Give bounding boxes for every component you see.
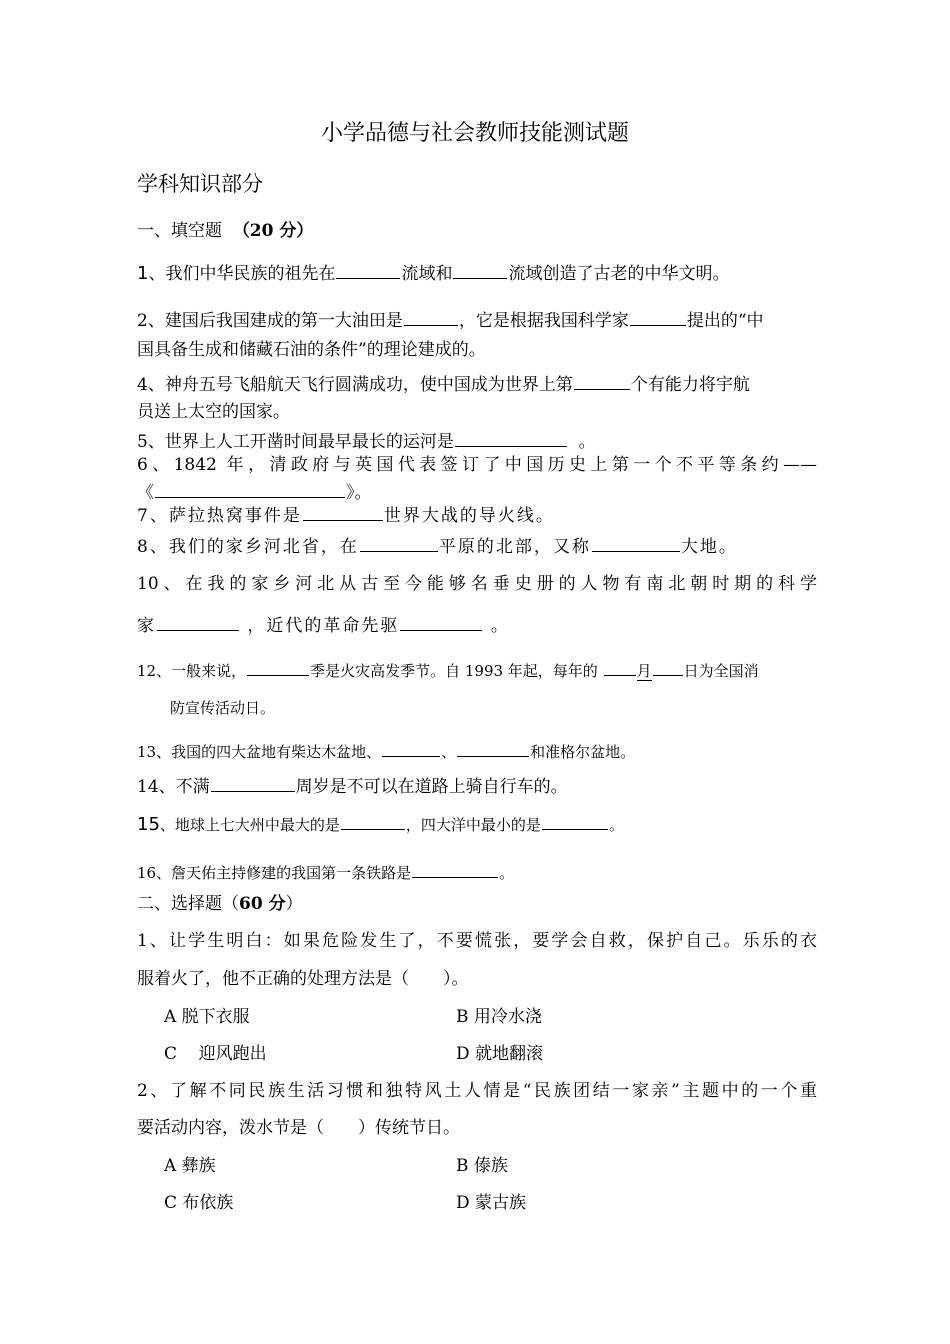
q12-text-b: 季是火灾高发季节。自 1993 年起，每年的 <box>310 662 598 680</box>
q1-blank-2[interactable] <box>453 260 507 279</box>
q15-number: 15 <box>137 814 160 835</box>
mc-question-2-line-1: 2、了解不同民族生活习惯和独特风土人情是“民族团结一家亲”主题中的一个重 <box>137 1081 817 1101</box>
q12-text-a: 12、一般来说， <box>137 662 247 680</box>
q7-text-a: 7、萨拉热窝事件是 <box>137 506 302 526</box>
part2-heading-text: 二、选择题（ <box>137 894 239 914</box>
question-6-line-2 <box>137 479 817 504</box>
q5-text-b: 。 <box>578 432 596 452</box>
q15-blank-1[interactable] <box>341 811 405 830</box>
q12-text-month: 月 <box>636 662 652 680</box>
q2-blank-2[interactable] <box>630 307 686 326</box>
q10-text-b: ，近代的革命先驱 <box>247 616 400 636</box>
q2-blank-1[interactable] <box>404 307 458 326</box>
part1-score: （20 分） <box>232 221 314 241</box>
question-16 <box>137 859 817 884</box>
q7-text-b: 世界大战的导火线。 <box>383 506 555 526</box>
section-heading: 学科知识部分 <box>137 172 263 196</box>
q4-text-a: 4、神舟五号飞船航天飞行圆满成功，使中国成为世界上第 <box>137 375 573 395</box>
q1-text-c: 流域创造了古老的中华文明。 <box>508 264 730 284</box>
q5-text-a: 5、世界上人工开凿时间最早最长的运河是 <box>137 432 454 452</box>
mc-q2-option-c[interactable]: C 布依族 <box>164 1193 234 1213</box>
q13-text-a: 13、我国的四大盆地有柴达木盆地、 <box>137 743 382 761</box>
mc-question-1-line-1: 1、让学生明白：如果危险发生了，不要慌张，要学会自救，保护自己。乐乐的衣 <box>137 931 817 951</box>
question-14 <box>137 773 817 798</box>
q15-text-c: 。 <box>608 816 624 834</box>
q13-text-b: 、 <box>441 743 457 761</box>
q12-blank-2[interactable] <box>604 657 636 676</box>
mc-question-1-line-2: 服着火了，他不正确的处理方法是（ ）。 <box>137 969 469 989</box>
q14-text-b: 周岁是不可以在道路上骑自行车的。 <box>295 777 568 797</box>
q8-text-a: 8、我们的家乡河北省，在 <box>137 537 359 557</box>
q2-text-a: 2、建国后我国建成的第一大油田是 <box>137 311 403 331</box>
q4-text-b: 个有能力将宇航 <box>630 375 750 395</box>
question-13 <box>137 738 817 763</box>
q1-number: 1 <box>137 263 149 284</box>
question-12-line-1 <box>137 657 817 682</box>
mc-q1-option-b[interactable]: B 用冷水浇 <box>456 1007 542 1027</box>
q13-blank-1[interactable] <box>382 738 440 757</box>
part1-heading <box>137 220 817 242</box>
question-2-line-2: 国具备生成和储藏石油的条件”的理论建成的。 <box>137 340 486 360</box>
q5-blank-1[interactable] <box>455 428 567 447</box>
q13-text-c: 和准格尔盆地。 <box>530 743 636 761</box>
part1-heading-text: 一、填空题 <box>137 221 222 241</box>
q12-blank-3[interactable] <box>653 657 683 676</box>
q6-blank-1[interactable] <box>155 479 345 498</box>
mc-q2-option-a[interactable]: A 彝族 <box>164 1156 216 1176</box>
question-15 <box>137 811 817 836</box>
part2-heading-close: ） <box>285 894 303 914</box>
q10-text-c: 。 <box>490 616 510 636</box>
part2-heading <box>137 893 817 915</box>
q15-text-b: ，四大洋中最小的是 <box>405 816 541 834</box>
question-2-line-1 <box>137 307 817 332</box>
q1-blank-1[interactable] <box>336 260 400 279</box>
question-4-line-1 <box>137 371 817 396</box>
q2-text-b: ，它是根据我国科学家 <box>458 311 629 331</box>
part2-score: 60 分 <box>239 894 286 914</box>
mc-q2-option-d[interactable]: D 蒙古族 <box>456 1193 527 1213</box>
q8-text-c: 大地。 <box>680 537 738 557</box>
q6-text-a: 《 <box>137 483 154 503</box>
q8-blank-2[interactable] <box>592 533 680 552</box>
document-title: 小学品德与社会教师技能测试题 <box>320 121 629 146</box>
q1-text-b: 流域和 <box>401 264 453 284</box>
q1-text-a: 、我们中华民族的祖先在 <box>148 264 336 284</box>
mc-q2-option-b[interactable]: B 傣族 <box>456 1156 508 1176</box>
question-12-line-2: 防宣传活动日。 <box>170 699 276 717</box>
q10-blank-1[interactable] <box>157 612 239 631</box>
q2-text-c: 提出的“中 <box>686 311 764 331</box>
q8-blank-1[interactable] <box>360 533 438 552</box>
question-8 <box>137 533 817 558</box>
q7-blank-1[interactable] <box>303 502 383 521</box>
q8-text-b: 平原的北部，又称 <box>438 537 591 557</box>
question-10-line-1: 10、在我的家乡河北从古至今能够名垂史册的人物有南北朝时期的科学 <box>137 574 817 594</box>
question-5 <box>137 428 817 453</box>
question-1 <box>137 260 817 285</box>
q14-blank-1[interactable] <box>211 773 295 792</box>
q12-blank-1[interactable] <box>247 657 309 676</box>
q6-text-b: 》。 <box>346 483 372 503</box>
q4-blank-1[interactable] <box>574 371 630 390</box>
q16-blank-1[interactable] <box>412 859 498 878</box>
q15-text-a: 、地球上七大州中最大的是 <box>159 816 340 834</box>
q13-blank-2[interactable] <box>457 738 529 757</box>
q10-blank-2[interactable] <box>400 612 482 631</box>
q15-blank-2[interactable] <box>542 811 608 830</box>
q10-text-a: 家 <box>137 616 156 636</box>
q12-text-d: 日为全国消 <box>683 662 759 680</box>
q14-text-a: 14、不满 <box>137 777 210 797</box>
q16-text-a: 16、詹天佑主持修建的我国第一条铁路是 <box>137 864 412 882</box>
question-6-line-1: 6、1842 年，清政府与英国代表签订了中国历史上第一个不平等条约—— <box>137 455 817 475</box>
question-4-line-2: 员送上太空的国家。 <box>137 402 290 422</box>
question-7 <box>137 502 817 527</box>
mc-q1-option-c[interactable]: C 迎风跑出 <box>164 1044 267 1064</box>
mc-q1-option-d[interactable]: D 就地翻滚 <box>456 1044 544 1064</box>
q16-text-b: 。 <box>499 864 515 882</box>
mc-q1-option-a[interactable]: A 脱下衣服 <box>164 1007 250 1027</box>
question-10-line-2 <box>137 612 817 637</box>
mc-question-2-line-2: 要活动内容，泼水节是（ ）传统节日。 <box>137 1118 460 1138</box>
